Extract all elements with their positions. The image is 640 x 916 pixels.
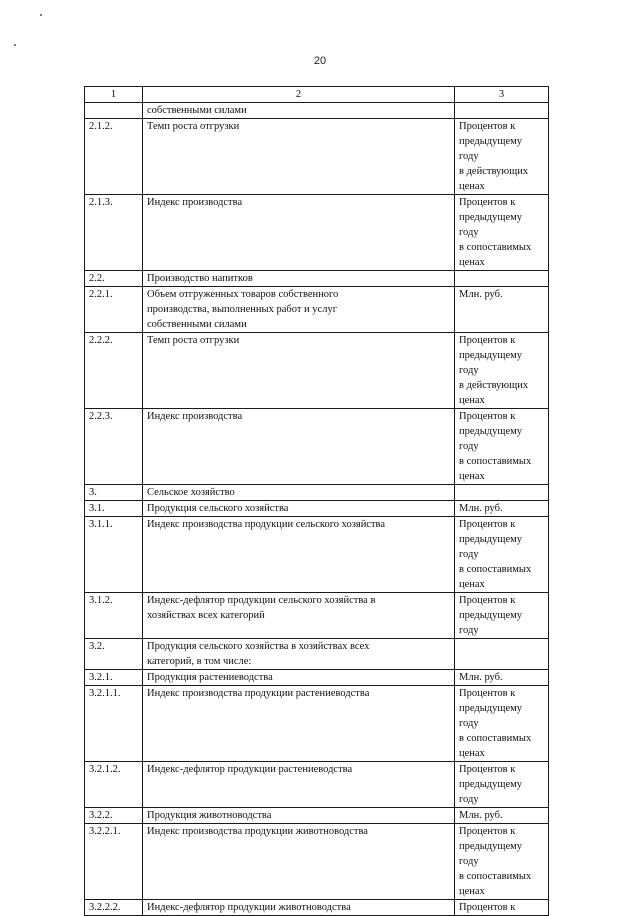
- indicator-name-cell: Темп роста отгрузки: [143, 119, 455, 195]
- row-number-cell: 3.1.2.: [85, 593, 143, 639]
- row-number-cell: 3.: [85, 485, 143, 501]
- indicator-name-cell: Индекс-дефлятор продукции растениеводства: [143, 762, 455, 808]
- indicator-name-cell: Индекс производства: [143, 195, 455, 271]
- row-number-cell: 3.2.2.2.: [85, 900, 143, 916]
- unit-cell: [455, 103, 549, 119]
- indicator-name-cell: Объем отгруженных товаров собственного производства, выполненных работ и услуг собственными силами: [143, 287, 455, 333]
- indicator-name-cell: Индекс-дефлятор продукции сельского хозяйства в хозяйствах всех категорий: [143, 593, 455, 639]
- unit-cell: Процентов к предыдущему году в сопоставимых ценах: [455, 686, 549, 762]
- table-row: [85, 409, 549, 485]
- row-number-cell: 2.1.2.: [85, 119, 143, 195]
- scan-speck: [14, 44, 16, 46]
- row-number-cell: 3.2.1.: [85, 670, 143, 686]
- unit-cell: Млн. руб.: [455, 670, 549, 686]
- table-row: [85, 808, 549, 824]
- indicator-name-cell: собственными силами: [143, 103, 455, 119]
- row-number-cell: 3.2.1.1.: [85, 686, 143, 762]
- indicator-name-cell: Индекс производства продукции животноводства: [143, 824, 455, 900]
- row-number-cell: 2.2.2.: [85, 333, 143, 409]
- row-number-cell: 2.2.1.: [85, 287, 143, 333]
- unit-cell: Процентов к предыдущему году: [455, 762, 549, 808]
- table-row: [85, 593, 549, 639]
- indicator-name-cell: Темп роста отгрузки: [143, 333, 455, 409]
- page-number: 20: [313, 55, 327, 67]
- indicator-name-cell: Продукция сельского хозяйства: [143, 501, 455, 517]
- row-number-cell: 3.2.: [85, 639, 143, 670]
- table-row: [85, 195, 549, 271]
- unit-cell: Млн. руб.: [455, 501, 549, 517]
- header-col-1: 1: [85, 87, 143, 103]
- unit-cell: Процентов к предыдущему году в сопоставимых ценах: [455, 409, 549, 485]
- scan-speck: [40, 14, 42, 16]
- table-row: [85, 824, 549, 900]
- header-col-3: 3: [455, 87, 549, 103]
- row-number-cell: 2.1.3.: [85, 195, 143, 271]
- table-row: [85, 517, 549, 593]
- row-number-cell: 2.2.3.: [85, 409, 143, 485]
- unit-cell: [455, 639, 549, 670]
- table-header-row: [85, 87, 549, 103]
- row-number-cell: 2.2.: [85, 271, 143, 287]
- table-row: [85, 485, 549, 501]
- table-row: [85, 103, 549, 119]
- table-row: [85, 670, 549, 686]
- unit-cell: Млн. руб.: [455, 808, 549, 824]
- table-row: [85, 639, 549, 670]
- row-number-cell: 3.2.1.2.: [85, 762, 143, 808]
- table-row: [85, 271, 549, 287]
- unit-cell: Процентов к предыдущему году в сопоставимых ценах: [455, 517, 549, 593]
- indicator-name-cell: Продукция сельского хозяйства в хозяйствах всех категорий, в том числе:: [143, 639, 455, 670]
- row-number-cell: 3.2.2.1.: [85, 824, 143, 900]
- unit-cell: Процентов к предыдущему году в сопоставимых ценах: [455, 195, 549, 271]
- row-number-cell: 3.1.: [85, 501, 143, 517]
- indicator-name-cell: Продукция растениеводства: [143, 670, 455, 686]
- table-row: [85, 686, 549, 762]
- unit-cell: Процентов к предыдущему году: [455, 593, 549, 639]
- row-number-cell: 3.2.2.: [85, 808, 143, 824]
- indicator-name-cell: Индекс производства продукции сельского хозяйства: [143, 517, 455, 593]
- row-number-cell: [85, 103, 143, 119]
- indicator-name-cell: Индекс-дефлятор продукции животноводства: [143, 900, 455, 916]
- table-row: [85, 501, 549, 517]
- indicators-table: [84, 86, 549, 916]
- indicator-name-cell: Продукция животноводства: [143, 808, 455, 824]
- table-row: [85, 900, 549, 916]
- unit-cell: Процентов к предыдущему году в действующих ценах: [455, 333, 549, 409]
- unit-cell: Процентов к: [455, 900, 549, 916]
- unit-cell: [455, 271, 549, 287]
- table-row: [85, 762, 549, 808]
- indicator-name-cell: Индекс производства: [143, 409, 455, 485]
- indicator-name-cell: Сельское хозяйство: [143, 485, 455, 501]
- header-col-2: 2: [143, 87, 455, 103]
- indicator-name-cell: Индекс производства продукции растениеводства: [143, 686, 455, 762]
- table-row: [85, 287, 549, 333]
- row-number-cell: 3.1.1.: [85, 517, 143, 593]
- indicator-name-cell: Производство напитков: [143, 271, 455, 287]
- table-row: [85, 333, 549, 409]
- table-row: [85, 119, 549, 195]
- unit-cell: [455, 485, 549, 501]
- unit-cell: Процентов к предыдущему году в сопоставимых ценах: [455, 824, 549, 900]
- unit-cell: Млн. руб.: [455, 287, 549, 333]
- unit-cell: Процентов к предыдущему году в действующих ценах: [455, 119, 549, 195]
